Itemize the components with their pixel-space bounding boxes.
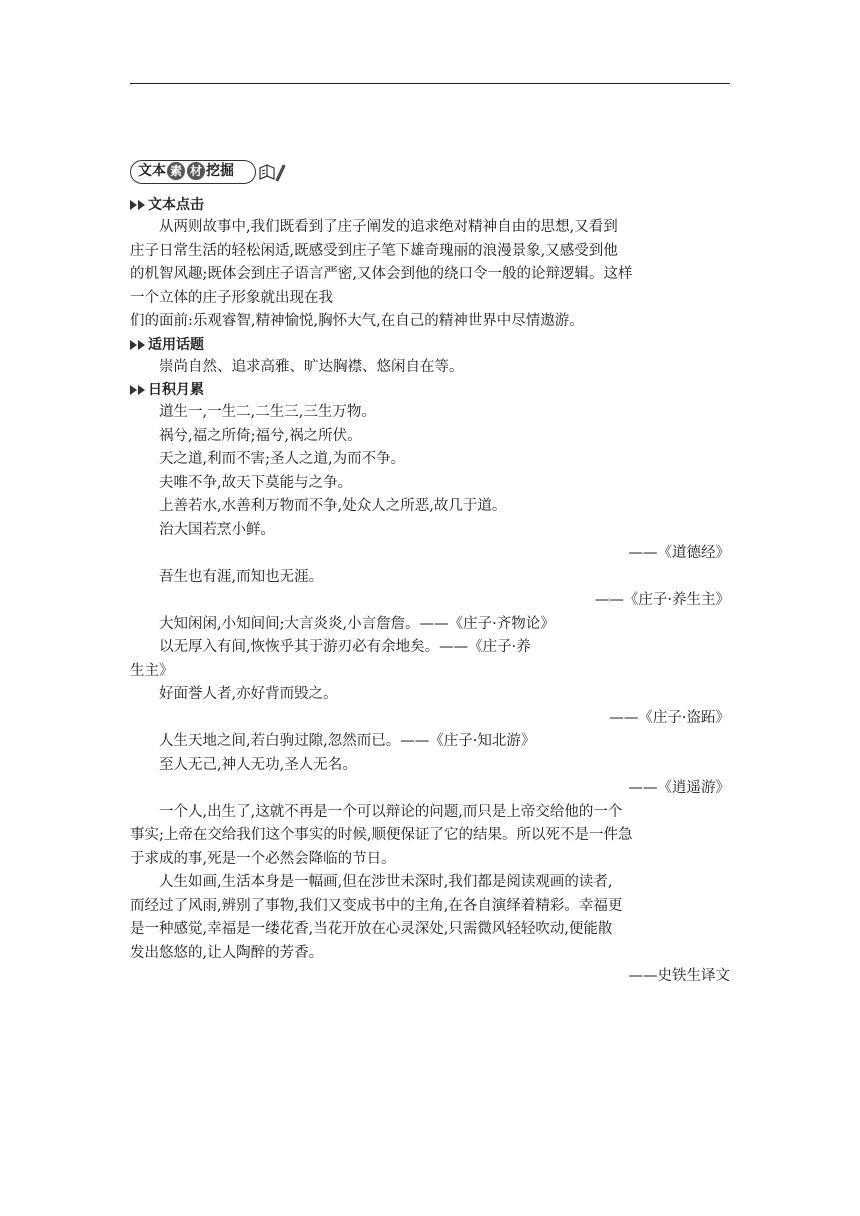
- banner-title: [138, 161, 234, 181]
- section-title: 适用话题: [148, 336, 204, 353]
- text-line: 从两则故事中,我们既看到了庄子阐发的追求绝对精神自由的思想,又看到: [159, 219, 618, 235]
- banner-char-highlight: 素: [167, 162, 185, 180]
- text-line: 庄子日常生活的轻松闲适,既感受到庄子笔下雄奇瑰丽的浪漫景象,又感受到他: [130, 242, 618, 259]
- quote-line: 至人无己,神人无功,圣人无名。: [159, 756, 357, 773]
- quote-line: 吾生也有涯,而知也无涯。: [159, 568, 324, 585]
- quote-line: 夫唯不争,故天下莫能与之争。: [159, 474, 353, 491]
- arrow-icon: [130, 200, 137, 210]
- arrow-icon: [138, 200, 145, 210]
- banner-char: 本: [152, 163, 166, 179]
- quote-source: ——《道德经》: [628, 545, 730, 561]
- arrow-icon: [138, 340, 145, 350]
- text-line: 发出悠悠的,让人陶醉的芳香。: [130, 944, 324, 961]
- quote-line: 上善若水,水善利万物而不争,处众人之所恶,故几于道。: [159, 498, 507, 514]
- arrow-icon: [138, 385, 145, 395]
- quote-line: 大知闲闲,小知间间;大言炎炎,小言詹詹。——《庄子·齐物论》: [159, 615, 555, 632]
- text-line: 而经过了风雨,辨别了事物,我们又变成书中的主角,在各自演绎着精彩。幸福更: [130, 897, 623, 914]
- section-heading-wenbendianji: [130, 194, 730, 216]
- quote-line: 以无厚入有间,恢恢乎其于游刃必有余地矣。——《庄子·养: [159, 639, 531, 655]
- banner-char: 文: [138, 163, 152, 179]
- section-title: 文本点击: [148, 197, 204, 213]
- quote-line: 生主》: [130, 662, 174, 679]
- banner-char: 掘: [220, 163, 234, 179]
- text-line: 于求成的事,死是一个必然会降临的节日。: [130, 850, 396, 867]
- arrow-icon: [130, 340, 137, 350]
- section-banner: [130, 158, 290, 186]
- quote-line: 人生天地之间,若白驹过隙,忽然而已。——《庄子·知北游》: [159, 733, 536, 749]
- quote-source: ——《庄子·养生主》: [594, 592, 730, 608]
- section-title: 日积月累: [148, 382, 204, 398]
- text-line: 是一种感觉,幸福是一缕花香,当花开放在心灵深处,只需微风轻轻吹动,便能散: [130, 921, 613, 937]
- page-content: [130, 158, 730, 989]
- quote-source: ——《逍遥游》: [628, 780, 730, 796]
- text-line: 崇尚自然、追求高雅、旷达胸襟、悠闲自在等。: [159, 358, 464, 375]
- arrow-icon: [130, 385, 137, 395]
- quote-source: ——史铁生译文: [628, 968, 730, 984]
- quote-source: ——《庄子·盗跖》: [609, 709, 730, 726]
- quote-line: 天之道,利而不害;圣人之道,为而不争。: [159, 451, 406, 467]
- header-rule: [130, 83, 730, 84]
- text-line: 一个人,出生了,这就不再是一个可以辩论的问题,而只是上帝交给他的一个: [159, 803, 623, 820]
- text-line: 们的面前:乐观睿智,精神愉悦,胸怀大气,在自己的精神世界中尽情遨游。: [130, 313, 584, 329]
- text-line: 事实;上帝在交给我们这个事实的时候,顺便保证了它的结果。所以死不是一件急: [130, 827, 633, 843]
- book-pencil-icon: [258, 162, 286, 182]
- text-line: 一个立体的庄子形象就出现在我: [130, 289, 333, 306]
- quote-line: 治大国若烹小鲜。: [159, 521, 275, 538]
- quote-line: 好面誉人者,亦好背而毁之。: [159, 686, 338, 702]
- section-heading-rijiyuelei: [130, 379, 730, 401]
- quote-line: 道生一,一生二,二生三,三生万物。: [159, 404, 376, 420]
- banner-char: 挖: [206, 163, 220, 179]
- banner-char-highlight: 材: [187, 162, 205, 180]
- section-heading-shiyonghuati: [130, 334, 730, 356]
- quote-line: 祸兮,福之所倚;福兮,祸之所伏。: [159, 427, 362, 444]
- text-line: 的机智风趣;既体会到庄子语言严密,又体会到他的绕口令一般的论辩逻辑。这样: [130, 266, 633, 282]
- text-line: 人生如画,生活本身是一幅画,但在涉世未深时,我们都是阅读观画的读者,: [159, 874, 613, 890]
